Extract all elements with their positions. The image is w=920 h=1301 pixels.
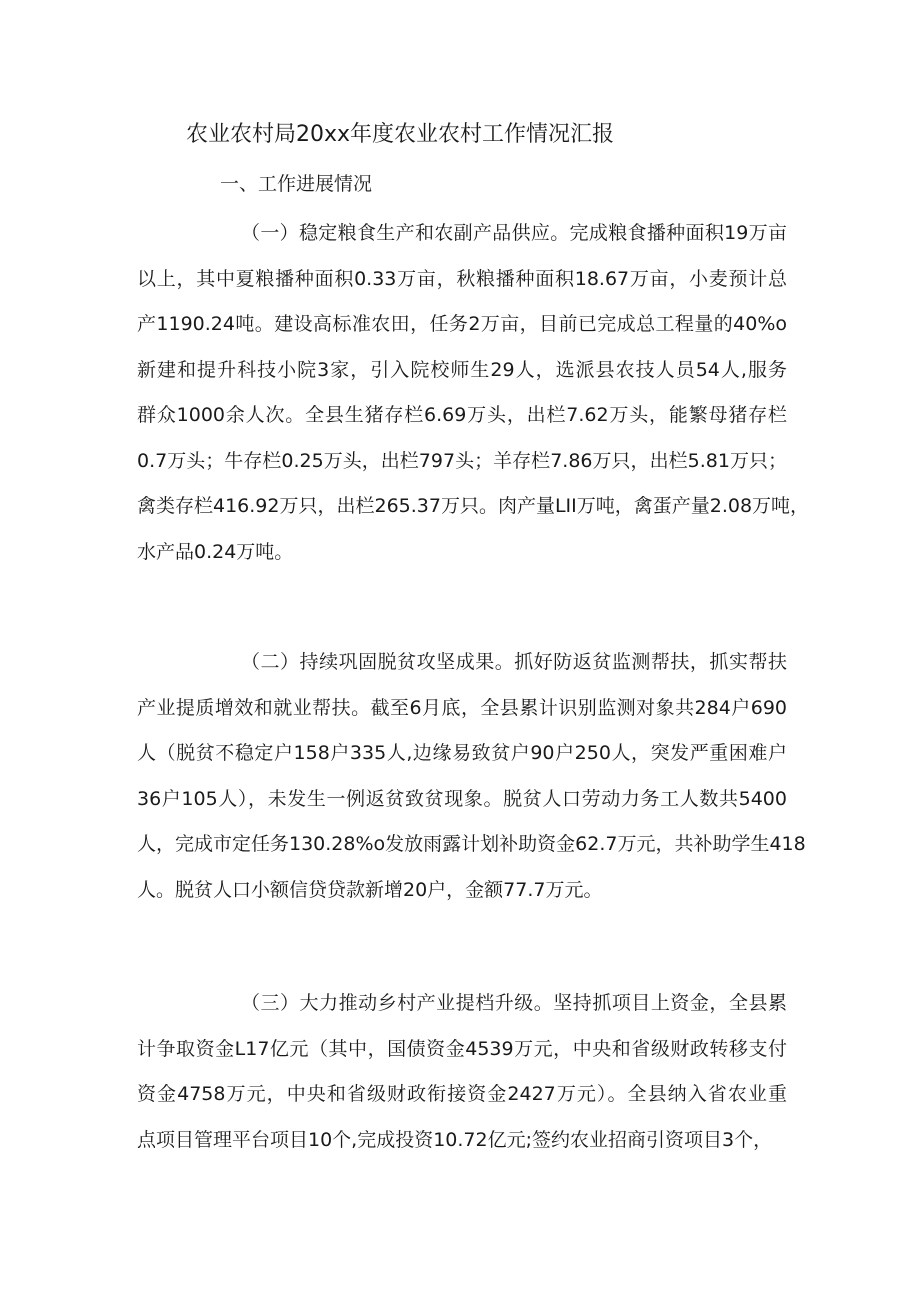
paragraph-line: 水产品0.24万吨。 [137,540,294,563]
paragraph-line: 36户105人），未发生一例返贫致贫现象。脱贫人口劳动力务工人数共5400 [137,787,787,810]
paragraph-line: 人（脱贫不稳定户158户335人,边缘易致贫户90户250人，突发严重困难户 [137,742,787,764]
paragraph-line: 计争取资金L17亿元（其中，国债资金4539万元，中央和省级财政转移支付 [137,1037,787,1060]
paragraph-line: 人，完成市定任务130.28%o发放雨露计划补助资金62.7万元，共补助学生418 [137,833,806,855]
section-heading: 一、工作进展情况 [220,173,373,195]
paragraph-line: 产1190.24吨。建设高标准农田，任务2万亩，目前已完成总工程量的40%o [137,313,787,335]
paragraph-line: 群众1000余人次。全县生猪存栏6.69万头，出栏7.62万头，能繁母猪存栏 [137,404,787,426]
paragraph-grain-production [137,211,810,575]
document-title: 农业农村局20xx年度农业农村工作情况汇报 [186,122,615,147]
paragraph-line: 人。脱贫人口小额信贷贷款新增20户，金额77.7万元。 [137,878,603,901]
paragraph-line: 以上，其中夏粮播种面积0.33万亩，秋粮播种面积18.67万亩，小麦预计总 [137,267,787,290]
paragraph-line: 产业提质增效和就业帮扶。截至6月底，全县累计识别监测对象共284户690 [137,696,787,719]
paragraph-poverty-alleviation [137,640,806,913]
paragraph-line: 资金4758万元，中央和省级财政衔接资金2427万元）。全县纳入省农业重 [137,1083,787,1105]
paragraph-line: （二）持续巩固脱贫攻坚成果。抓好防返贫监测帮扶，抓实帮扶 [241,651,787,673]
paragraph-line: 新建和提升科技小院3家，引入院校师生29人，选派县农技人员54人,服务 [137,358,787,381]
paragraph-line: 0.7万头；牛存栏0.25万头，出栏797头；羊存栏7.86万只，出栏5.81万只； [137,449,787,472]
paragraph-line: （一）稳定粮食生产和农副产品供应。完成粮食播种面积19万亩 [241,222,787,244]
paragraph-rural-industry [137,981,787,1163]
paragraph-line: （三）大力推动乡村产业提档升级。坚持抓项目上资金，全县累 [241,992,787,1014]
paragraph-line: 点项目管理平台项目10个,完成投资10.72亿元;签约农业招商引资项目3个， [137,1128,773,1151]
paragraph-line: 禽类存栏416.92万只，出栏265.37万只。肉产量LII万吨，禽蛋产量2.08万吨， [137,495,810,517]
